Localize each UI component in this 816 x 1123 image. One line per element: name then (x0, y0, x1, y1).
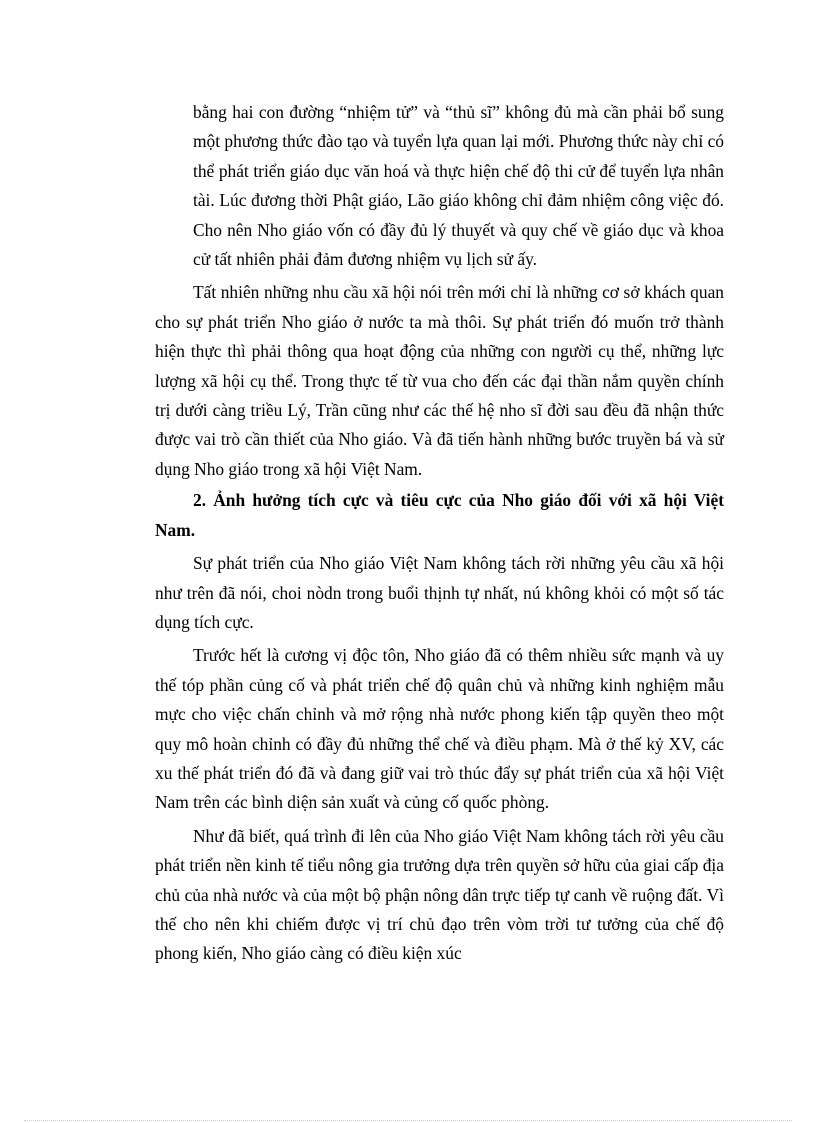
document-body (155, 98, 724, 969)
paragraph-4-text: Trước hết là cương vị độc tôn, Nho giáo đã có thêm nhiều sức mạnh và uy thế tóp phần củng cố và phát triển chế độ quân chủ và những kinh nghiệm mẫu mực cho việc chấn chỉnh và mở rộng nhà nước phong kiến tập quyền theo một quy mô hoàn chỉnh có đầy đủ những thể chế và điều phạm. Mà ở thế kỷ XV, các xu thế phát triển đó đã và đang giữ vai trò thúc đẩy sự phát triển của xã hội Việt Nam trên các bình diện sản xuất và củng cố quốc phòng. (155, 645, 724, 813)
paragraph-3-text: Sự phát triển của Nho giáo Việt Nam không tách rời những yêu cầu xã hội như trên đã nói, choi nòdn trong buổi thịnh tự nhất, nú không khỏi có một số tác dụng tích cực. (155, 553, 724, 632)
paragraph-2-text: Tất nhiên những nhu cầu xã hội nói trên mới chỉ là những cơ sở khách quan cho sự phát triển Nho giáo ở nước ta mà thôi. Sự phát triển đó muốn trở thành hiện thực thì phải thông qua hoạt động của những con người cụ thể, những lực lượng xã hội cụ thể. Trong thực tế từ vua cho đến các đại thần nắm quyền chính trị dưới càng triều Lý, Trần cũng như các thế hệ nho sĩ đời sau đều đã nhận thức được vai trò cần thiết của Nho giáo. Và đã tiến hành những bước truyền bá và sử dụng Nho giáo trong xã hội Việt Nam. (155, 282, 724, 479)
paragraph-5-text: Như đã biết, quá trình đi lên của Nho giáo Việt Nam không tách rời yêu cầu phát triển nền kinh tế tiểu nông gia trưởng dựa trên quyền sở hữu của giai cấp địa chủ của nhà nước và của một bộ phận nông dân trực tiếp tự canh về ruộng đất. Vì thế cho nên khi chiếm được vị trí chủ đạo trên vòm trời tư tưởng của chế độ phong kiến, Nho giáo càng có điều kiện xúc (155, 825, 724, 964)
paragraph-1-text: bằng hai con đường “nhiệm tử” và “thủ sĩ” không đủ mà cần phải bổ sung một phương thức đào tạo và tuyển lựa quan lại mới. Phương thức này chỉ có thể phát triển giáo dục văn hoá và thực hiện chế độ thi cử để tuyển lựa nhân tài. Lúc đương thời Phật giáo, Lão giáo không chỉ đảm nhiệm công việc đó. Cho nên Nho giáo vốn có đầy đủ lý thuyết và quy chế về giáo dục và khoa cử tất nhiên phải đảm đương nhiệm vụ lịch sử ấy. (193, 102, 724, 270)
paragraph-2 (155, 278, 724, 484)
page-bottom-divider (24, 1120, 792, 1121)
paragraph-3 (155, 549, 724, 637)
paragraph-4 (155, 641, 724, 817)
section-heading: 2. Ảnh hưởng tích cực và tiêu cực của Nho giáo đối với xã hội Việt Nam. (155, 490, 724, 540)
paragraph-1 (155, 98, 724, 274)
paragraph-5 (155, 822, 724, 969)
